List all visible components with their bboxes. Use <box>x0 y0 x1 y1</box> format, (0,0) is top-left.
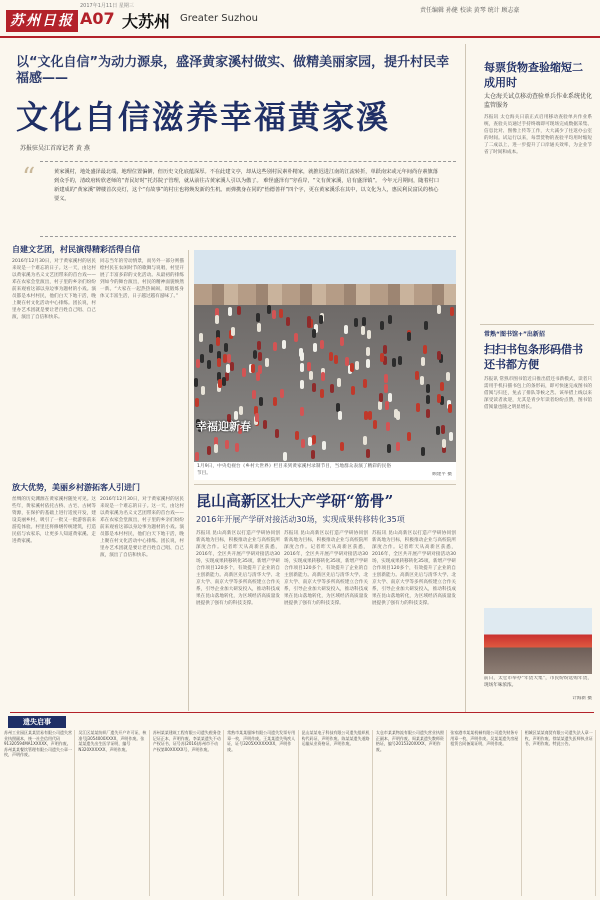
photo-figure <box>217 358 221 367</box>
library-body: 苏报讯 常熟市图书馆近日推出借还书新模式，读者只需用手机扫描书包上的条形码，即可快速完成图书的借阅与归还，免去了排队等候之苦。该举措上线以来深受读者欢迎，尤其是青少年读者纷纷点赞，图书馆借阅量也随之明显增长。 <box>484 377 592 410</box>
photo-figure <box>340 442 344 451</box>
mid-body: 同志当年的劳动情景，而另外一部分则描绘村民在农闲时节的歌舞与说唱，村里开展了丰富多彩的文化活动。从最初的排练到如今的舞台演出，村民的精神面貌焕然一新。“大家在一起热热闹闹，既锻炼身体又丰富生活，日子越过越有滋味了。” <box>100 259 184 299</box>
lead-headline: 文化自信滋养幸福黄家溪 <box>16 98 391 136</box>
section-name-en: Greater Suzhou <box>180 13 259 24</box>
photo-figure <box>224 343 228 352</box>
photo-figure <box>420 376 424 385</box>
notice-item: 吴江区某某纺织厂遗失开户许可证，核准号J3054000XXXX，声明作废。张某某遗失出生医学证明，编号N320XXXXXX，声明作废。 <box>78 730 149 896</box>
section-name: 大苏州 <box>122 12 171 31</box>
photo-figure <box>280 389 284 398</box>
photo-figure <box>367 330 371 339</box>
photo-figure <box>338 411 342 420</box>
photo-figure <box>195 452 199 461</box>
notices-grid <box>4 730 596 896</box>
photo-figure <box>239 406 243 415</box>
left-body-1: 2016年12月30日，对于黄家溪村的居民来说是一个难忘的日子。这一天，由这村以黄家溪为名义文艺团带来的首台戏——邓在农家会堂演出，村子里的乡亲们纷纷前来观看这部以身边事为题材的小戏。演员都是本村村民，他们白天下地干活，晚上聚在村文化活动中心排练。团长说，村里办艺术团就是要让老百姓自己唱、自己演，演出了自信和快乐。 <box>12 259 96 320</box>
notice-item: 苏州某某建筑工程有限公司遗失税务登记证正本，声明作废。李某某遗失不动产权证书，证号苏(2016)苏州市不动产权第00XXXXX号，声明作废。 <box>153 730 224 896</box>
photo-figure <box>273 397 277 406</box>
photo-figure <box>321 372 325 381</box>
notice-item: 张家港市某某机械有限公司遗失财务专用章一枚，声明作废。吴某某遗失房屋租赁合同备案证明，声明作废。 <box>450 730 521 896</box>
photo-figure <box>416 403 420 412</box>
photo-figure <box>330 384 334 393</box>
column-divider <box>188 250 189 485</box>
photo-figure <box>257 323 261 332</box>
lead-byline: 苏报驻吴江首席记者 黄 燕 <box>20 145 90 152</box>
notices-title: 遗失启事 <box>8 716 66 728</box>
photo-figure <box>255 413 259 422</box>
photo-figure <box>207 360 211 369</box>
photo-figure <box>258 365 262 374</box>
photo-caption-box <box>194 462 456 480</box>
photo-figure <box>311 450 315 459</box>
photo-figure <box>263 420 267 429</box>
photo-figure <box>218 379 222 388</box>
photo-figure <box>307 316 311 325</box>
photo-figure <box>394 409 398 418</box>
column-divider <box>465 44 466 712</box>
left-subhead-2: 放大优势，美丽乡村游拓客人引进门 <box>12 483 140 492</box>
photo-figure <box>449 432 453 441</box>
library-kicker: 常熟“图书馆+”出新招 <box>484 331 545 338</box>
photo-figure <box>252 390 256 399</box>
photo-figure <box>279 309 283 318</box>
photo-figure <box>378 401 382 410</box>
photo-figure <box>440 382 444 391</box>
photo-figure <box>426 395 430 404</box>
left-subhead-1: 自建文艺团，村民演得精彩活得自信 <box>12 245 140 254</box>
photo-figure <box>388 315 392 324</box>
photo-figure <box>426 384 430 393</box>
photo-figure <box>379 393 383 402</box>
photo-figure <box>363 436 367 445</box>
issue-date: 2017年1月11日 星期三 <box>80 3 134 9</box>
photo-figure <box>313 343 317 352</box>
photo-figure <box>196 359 200 368</box>
photo-figure <box>340 337 344 346</box>
photo-figure <box>301 439 305 448</box>
customs-subhead: 太仓海关试点移动查验单兵作业系统优化监管服务 <box>484 93 593 109</box>
photo-figure <box>424 321 428 330</box>
photo-title: 幸福迎新春 <box>196 420 251 433</box>
photo-figure <box>388 393 392 402</box>
photo-figure <box>383 356 387 365</box>
photo-figure <box>354 318 358 327</box>
photo-figure <box>407 332 411 341</box>
photo-figure <box>320 340 324 349</box>
section-rule <box>10 712 594 713</box>
photo-figure <box>295 431 299 440</box>
photo-figure <box>441 425 445 434</box>
photo-figure <box>312 329 316 338</box>
photo-figure <box>242 368 246 377</box>
photo-figure <box>387 444 391 453</box>
photo-figure <box>312 383 316 392</box>
photo-figure <box>366 359 370 368</box>
photo-figure <box>364 411 368 420</box>
photo-figure <box>415 371 419 380</box>
right-photo-caption: 前日，太仓市举办“年货大集”，市民纷纷选购年货，现场年味浓浓。 <box>484 676 592 688</box>
photo-figure <box>225 440 229 449</box>
photo-figure <box>267 305 271 314</box>
photo-figure <box>350 363 354 372</box>
photo-figure <box>286 317 290 326</box>
customs-body: 苏报讯 太仓海关日前正式启用移动查验单兵作业系统，查验关员通过手持终端即可现场完成数据采集、信息比对、图像上传等工作，大大减少了往返办公室的时间。试运行以来，每票货物的查验平均用时缩短了二成以上，进一步提升了口岸通关效率，为企业节省了时间和成本。 <box>484 115 592 155</box>
photo-figure <box>257 341 261 350</box>
photo-figure <box>235 443 239 452</box>
photo-figure <box>258 352 262 361</box>
newspaper-logo: 苏州日报 <box>6 10 78 32</box>
photo-figure <box>309 371 313 380</box>
kunshan-subhead: 2016年开展产学研对接活动30场，实现成果转移转化35项 <box>196 515 405 524</box>
quote-mark-icon: “ <box>22 163 36 193</box>
editor-credits: 责任编辑 孙健 校读 黄琴 统计 顾志豪 <box>420 7 520 14</box>
photo-figure <box>275 429 279 438</box>
photo-figure <box>300 407 304 416</box>
right-photo-credit: 计海新 摄 <box>572 696 592 701</box>
photo-figure <box>345 357 349 366</box>
photo-figure <box>407 432 411 441</box>
photo-figure <box>362 317 366 326</box>
photo-figure <box>426 409 430 418</box>
photo-figure <box>282 340 286 349</box>
kunshan-body-2: 苏报讯 昆山高新区以打造产学研协同创新高地为目标，积极推动企业与高校院所深度合作。记者昨天从高新区获悉，2016年，全区共开展产学研对接活动30场，实现成果转移转化35项，新增产学研合作项目120多个，有效提升了企业的自主创新能力。高新区先后与清华大学、北京大学、南京大学等多所高校建立合作关系，引导企业加大研发投入，推动科技成果在昆山落地转化，为区域经济高质量发展提供了强有力的科技支撑。 <box>284 531 368 606</box>
kunshan-body-3: 苏报讯 昆山高新区以打造产学研协同创新高地为目标，积极推动企业与高校院所深度合作。记者昨天从高新区获悉，2016年，全区共开展产学研对接活动30场，实现成果转移转化35项，新增产学研合作项目120多个，有效提升了企业的自主创新能力。高新区先后与清华大学、北京大学、南京大学等多所高校建立合作关系，引导企业加大研发投入，推动科技成果在昆山落地转化，为区域经济高质量发展提供了强有力的科技支撑。 <box>372 531 456 606</box>
photo-figure <box>355 361 359 370</box>
photo-figure <box>273 342 277 351</box>
photo-figure <box>368 411 372 420</box>
photo-figure <box>380 353 384 362</box>
new-year-market-photo <box>484 608 592 674</box>
photo-figure <box>437 351 441 360</box>
photo-figure <box>230 362 234 371</box>
photo-figure <box>319 315 323 324</box>
photo-figure <box>227 354 231 363</box>
photo-figure <box>195 398 199 407</box>
notice-item: 太仓市某某物流有限公司遗失营业执照正副本，声明作废。周某某遗失教师资格证，编号2015320XXXX，声明作废。 <box>376 730 447 896</box>
photo-caption: 1月9日，中央电视台《乡村大世界》栏目来到黄家溪村录制节目，当地群众表演了精彩的民俗节目。 <box>197 464 391 476</box>
section-rule <box>480 324 594 325</box>
photo-figure <box>216 337 220 346</box>
photo-figure <box>300 363 304 372</box>
photo-figure <box>199 333 203 342</box>
photo-figure <box>251 364 255 373</box>
lead-kicker: 以“文化自信”为动力源泉，盛泽黄家溪村做实、做精美丽家园，提升村民幸福感—— <box>16 55 450 86</box>
photo-figure <box>344 325 348 334</box>
section-rule <box>194 484 456 485</box>
photo-figure <box>366 347 370 356</box>
column-divider <box>188 485 189 711</box>
photo-figure <box>307 362 311 371</box>
photo-figure <box>373 420 377 429</box>
notice-item: 苏州工业园区某某贸易有限公司遗失营业执照副本，统一社会信用代码91320594MA1XXXXX，声明作废。苏州某某餐饮管理有限公司遗失公章一枚，声明作废。 <box>4 730 75 896</box>
page-number: A07 <box>80 9 115 28</box>
photo-figure <box>337 378 341 387</box>
photo-figure <box>363 379 367 388</box>
kunshan-headline: 昆山高新区壮大产学研“筋骨” <box>196 492 394 510</box>
photo-figure <box>446 372 450 381</box>
photo-figure <box>300 380 304 389</box>
photo-figure <box>300 352 304 361</box>
photo-credit: 顾建平 摄 <box>432 472 452 477</box>
photo-figure <box>436 426 440 435</box>
photo-figure <box>200 354 204 363</box>
photo-figure <box>384 384 388 393</box>
photo-figure <box>386 422 390 431</box>
photo-figure <box>207 446 211 455</box>
left-body-2: 丝绸的历史渊源在黄家溪村随处可见。这些年，黄家溪村依托古桥、古宅、古树等资源，在保护的基础上进行适度开发，建设美丽乡村，吸引了一批又一批游客前来游览体验。村里还将修缮传统建筑，打造民宿与农家乐，让更多人知道黄家溪、走进黄家溪。 <box>12 497 96 544</box>
photo-figure <box>385 401 389 410</box>
lead-intro-box <box>40 161 456 237</box>
photo-figure <box>329 352 333 361</box>
photo-figure <box>194 378 198 387</box>
photo-figure <box>361 326 365 335</box>
photo-figure <box>228 307 232 316</box>
photo-figure <box>384 374 388 383</box>
photo-figure <box>351 386 355 395</box>
photo-figure <box>366 449 370 458</box>
photo-figure <box>226 364 230 373</box>
photo-figure <box>209 344 213 353</box>
photo-figure <box>294 333 298 342</box>
photo-figure <box>421 447 425 456</box>
photo-figure <box>215 315 219 324</box>
photo-figure <box>253 350 257 359</box>
photo-figure <box>448 404 452 413</box>
photo-figure <box>222 377 226 386</box>
photo-figure <box>421 357 425 366</box>
photo-figure <box>237 306 241 315</box>
photo-figure <box>272 310 276 319</box>
photo-figure <box>423 345 427 354</box>
photo-figure <box>214 444 218 453</box>
photo-figure <box>396 442 400 451</box>
photo-figure <box>322 441 326 450</box>
lead-intro: 黄家溪村，地处盛泽最北端，地理位置偏僻，但历史文化底蕴深厚。不在此建文亭，却从这些别村民素朴精家，就推迟进江南的江流转折，单跃南宋或元年间尚存素旗落到众手的，清政府转欣老师的“青民好时”托苏院子管理，就从前往古黄家溪人引以为傲了。 难怪盛泽有“穷看岸，“文有黄家溪，启有盛泽镇”。 今年元月期间，随着村口新建成的“黄家溪”牌楼首次亮灯，这个“有故事”的村庄也将焕发新的生机。而弹携身在同的“怡德善祥”四个字，更在黄家溪乐在其中，以文化为人，惠民利民富民的核心要义。 <box>54 169 440 202</box>
photo-figure <box>442 439 446 448</box>
photo-figure <box>259 397 263 406</box>
library-headline: 扫扫书包条形码借书还书都方便 <box>484 343 583 371</box>
photo-figure <box>283 452 287 461</box>
left-body-2b: 2016年12月30日，对于黄家溪村的居民来说是一个难忘的日子。这一天，由这村以黄家溪为名义文艺团带来的首台戏——邓在农家会堂演出，村子里的乡亲们纷纷前来观看这部以身边事为题材的小戏。演员都是本村村民，他们白天下地干活，晚上聚在村文化活动中心排练。团长说，村里办艺术团就是要让老百姓自己唱、自己演，演出了自信和快乐。 <box>100 497 184 558</box>
photo-figure <box>265 358 269 367</box>
customs-headline: 每票货物查验缩短二成用时 <box>484 61 583 89</box>
photo-figure <box>392 358 396 367</box>
photo-figure <box>398 356 402 365</box>
photo-figure <box>320 389 324 398</box>
photo-figure <box>450 307 454 316</box>
notice-item: 常熟市某某服饰有限公司遗失发票专用章一枚，声明作废。王某某遗失残疾人证，证号3205XXXXXXXX，声明作废。 <box>227 730 298 896</box>
photo-figure <box>201 386 205 395</box>
photo-figure <box>437 394 441 403</box>
photo-figure <box>380 321 384 330</box>
photo-figure <box>437 305 441 314</box>
kunshan-body-1: 苏报讯 昆山高新区以打造产学研协同创新高地为目标，积极推动企业与高校院所深度合作。记者昨天从高新区获悉，2016年，全区共开展产学研对接活动30场，实现成果转移转化35项，新增产学研合作项目120多个，有效提升了企业的自主创新能力。高新区先后与清华大学、北京大学、南京大学等多所高校建立合作关系，引导企业加大研发投入，推动科技成果在昆山落地转化，为区域经济高质量发展提供了强有力的科技支撑。 <box>196 531 280 606</box>
notice-item: 相城区某某商贸有限公司遗失法人章一枚，声明作废。徐某某遗失医师执业证书，声明作废。特此公告。 <box>525 730 596 896</box>
photo-figure <box>223 354 227 363</box>
photo-figure <box>312 435 316 444</box>
photo-figure <box>256 313 260 322</box>
photo-figure <box>334 355 338 364</box>
notice-item: 昆山某某电子科技有限公司遗失组织机构代码证，声明作废。陈某某遗失道路运输从业资格证，声明作废。 <box>302 730 373 896</box>
photo-figure <box>231 327 235 336</box>
